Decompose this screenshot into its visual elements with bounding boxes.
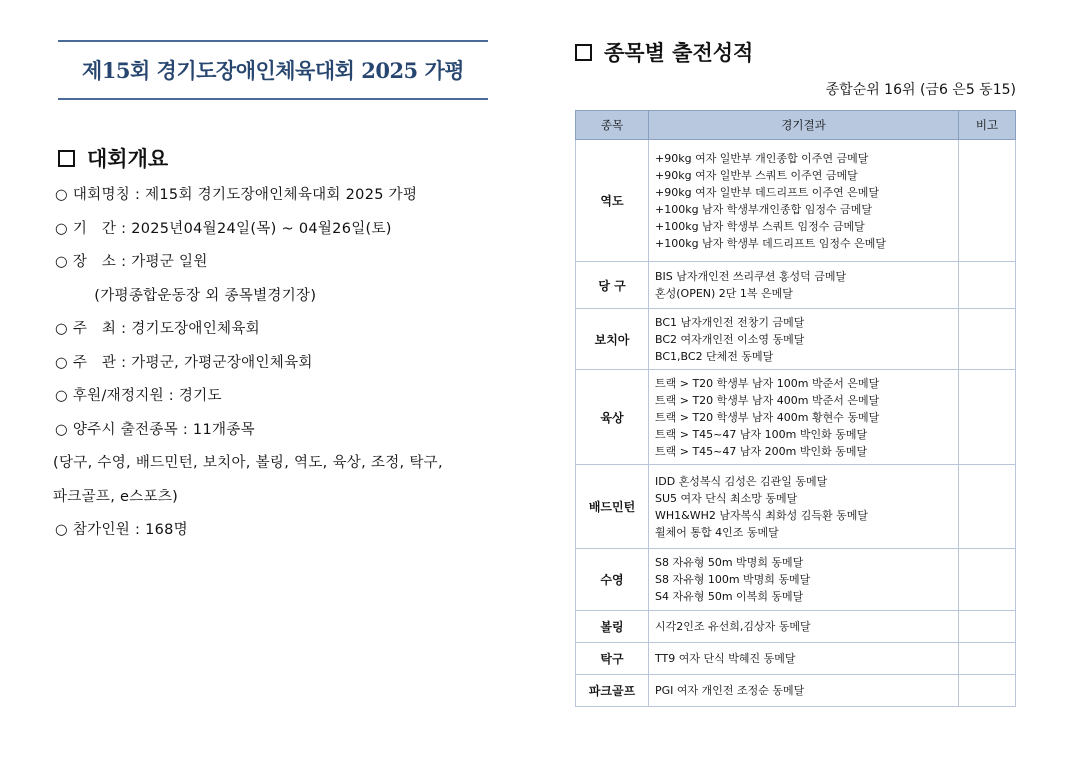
table-row (576, 140, 1016, 262)
sport-cell: 당 구 (576, 262, 649, 309)
result-cell (649, 140, 959, 262)
table-row (576, 643, 1016, 675)
result-line: BIS 남자개인전 쓰리쿠션 홍성덕 금메달 (655, 270, 847, 283)
result-line: BC1,BC2 단체전 동메달 (655, 349, 774, 363)
result-line: 트랙 > T20 학생부 남자 400m 황현수 동메달 (655, 410, 880, 424)
column-header-note: 비고 (959, 111, 1016, 140)
results-heading-text: 종목별 출전성적 (604, 41, 754, 65)
sport-cell: 파크골프 (576, 675, 649, 707)
result-line: S4 자유형 50m 이복희 동메달 (655, 590, 804, 603)
results-table (575, 110, 1016, 707)
result-cell (649, 465, 959, 549)
results-heading (575, 37, 753, 67)
overview-line: ○ 대회명칭 : 제15회 경기도장애인체육대회 2025 가평 (55, 187, 418, 203)
table-row (576, 262, 1016, 309)
note-cell (959, 140, 1016, 262)
document-title-box (58, 40, 488, 100)
document-title: 제15회 경기도장애인체육대회 2025 가평 (81, 58, 465, 83)
result-cell (649, 309, 959, 370)
note-cell (959, 549, 1016, 611)
checkbox-square-icon (575, 44, 592, 61)
overview-line: ○ 양주시 출전종목 : 11개종목 (55, 421, 255, 438)
sport-cell: 육상 (576, 370, 649, 465)
note-cell (959, 262, 1016, 309)
overview-line: ○ 주 관 : 가평군, 가평군장애인체육회 (55, 354, 313, 371)
note-cell (959, 370, 1016, 465)
result-cell (649, 675, 959, 707)
result-line: +100kg 남자 학생부 데드리프트 임정수 은메달 (655, 236, 887, 250)
overview-line: ○ 장 소 : 가평군 일원 (55, 254, 208, 270)
overview-line: (당구, 수영, 배드민턴, 보치아, 볼링, 역도, 육상, 조정, 탁구, (53, 455, 443, 471)
sport-cell: 탁구 (576, 643, 649, 675)
overview-line: 파크골프, e스포츠) (53, 488, 179, 505)
rank-summary: 종합순위 16위 (금6 은5 동15) (825, 82, 1016, 98)
result-cell (649, 370, 959, 465)
column-header-result: 경기결과 (649, 111, 959, 140)
sport-cell: 볼링 (576, 611, 649, 643)
result-line: 트랙 > T45~47 남자 100m 박인화 동메달 (655, 427, 868, 441)
table-header-row (576, 111, 1016, 140)
result-cell (649, 611, 959, 643)
table-row (576, 549, 1016, 611)
result-line: 트랙 > T45~47 남자 200m 박인화 동메달 (655, 444, 868, 458)
note-cell (959, 643, 1016, 675)
sport-cell: 보치아 (576, 309, 649, 370)
result-line: +100kg 남자 학생부개인종합 임정수 금메달 (655, 202, 872, 216)
result-line: 휠체어 통합 4인조 동메달 (655, 525, 779, 539)
result-cell (649, 549, 959, 611)
result-line: S8 자유형 50m 박명희 동메달 (655, 556, 804, 569)
sport-cell: 수영 (576, 549, 649, 611)
table-row (576, 675, 1016, 707)
result-line: +90kg 여자 일반부 스쿼트 이주연 금메달 (655, 168, 858, 182)
note-cell (959, 465, 1016, 549)
result-line: BC1 남자개인전 전창기 금메달 (655, 315, 805, 329)
table-row (576, 309, 1016, 370)
result-line: SU5 여자 단식 최소망 동메달 (655, 491, 798, 505)
overview-line: ○ 주 최 : 경기도장애인체육회 (55, 321, 260, 337)
overview-line: ○ 후원/재정지원 : 경기도 (55, 388, 222, 404)
table-row (576, 465, 1016, 549)
result-line: +90kg 여자 일반부 데드리프트 이주연 은메달 (655, 185, 880, 199)
result-line: 트랙 > T20 학생부 남자 100m 박준서 은메달 (655, 376, 880, 390)
sport-cell: 역도 (576, 140, 649, 262)
result-line: +90kg 여자 일반부 개인종합 이주연 금메달 (655, 151, 869, 165)
result-line: IDD 혼성복식 김성은 김관일 동메달 (655, 474, 828, 488)
results-table-body (576, 140, 1016, 707)
overview-list (55, 183, 515, 552)
column-header-sport: 종목 (576, 111, 649, 140)
note-cell (959, 611, 1016, 643)
table-row (576, 611, 1016, 643)
overview-heading (58, 143, 168, 173)
result-cell (649, 262, 959, 309)
sport-cell: 배드민턴 (576, 465, 649, 549)
result-line: 트랙 > T20 학생부 남자 400m 박준서 은메달 (655, 393, 880, 407)
overview-heading-text: 대회개요 (87, 147, 169, 171)
result-line: 시각2인조 유선희,김상자 동메달 (655, 620, 811, 633)
result-line: PGI 여자 개인전 조정순 동메달 (655, 684, 805, 697)
checkbox-square-icon (58, 150, 75, 167)
result-line: WH1&WH2 남자복식 최화성 김득환 동메달 (655, 508, 868, 522)
overview-line: ○ 참가인원 : 168명 (55, 522, 188, 538)
note-cell (959, 675, 1016, 707)
overview-line: ○ 기 간 : 2025년04월24일(목) ~ 04월26일(토) (55, 220, 392, 237)
result-line: +100kg 남자 학생부 스쿼트 임정수 금메달 (655, 219, 865, 233)
result-line: BC2 여자개인전 이소영 동메달 (655, 332, 805, 346)
result-line: TT9 여자 단식 박혜진 동메달 (655, 652, 796, 665)
note-cell (959, 309, 1016, 370)
overview-line: (가평종합운동장 외 종목별경기장) (55, 287, 317, 304)
result-line: 혼성(OPEN) 2단 1복 은메달 (655, 287, 793, 300)
table-row (576, 370, 1016, 465)
result-cell (649, 643, 959, 675)
result-line: S8 자유형 100m 박명희 동메달 (655, 573, 811, 586)
